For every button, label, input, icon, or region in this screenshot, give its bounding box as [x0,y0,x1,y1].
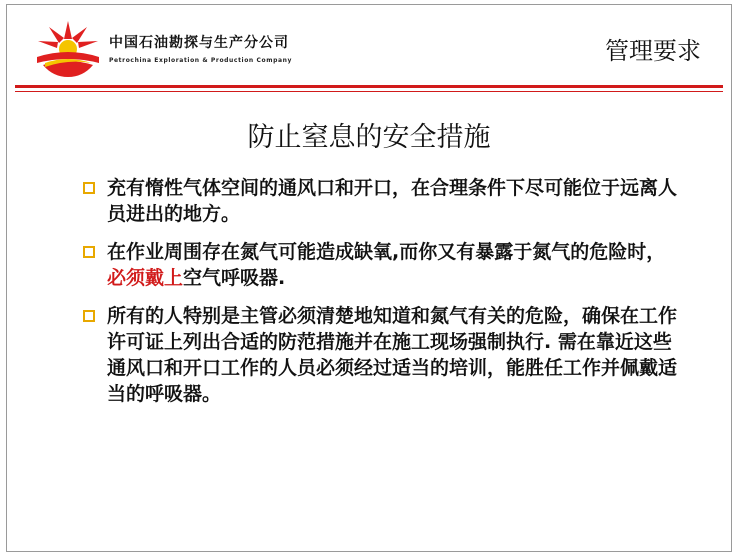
petrochina-logo-icon [33,17,103,79]
header-divider [15,85,723,88]
bullet-item [83,175,683,227]
bullet-text: 所有的人特别是主管必须清楚地知道和氮气有关的危险，确保在工作许可证上列出合适的防范措施并在施工现场强制执行. 需在靠近这些通风口和开口工作的人员必须经过适当的培训，能胜任工作并佩戴适当的呼吸器。 [107,305,678,405]
bullet-highlight: 必须戴上 [107,267,184,289]
bullet-text: 在作业周围存在氮气可能造成缺氧,而你又有暴露于氮气的危险时， [107,241,666,263]
slide [6,4,732,552]
slide-title: 防止窒息的安全措施 [247,122,491,153]
header-divider-thin [15,91,723,92]
bullet-text-tail: 空气呼吸器. [183,267,286,289]
bullet-list [83,175,683,419]
square-bullet-icon [83,246,95,258]
bullet-text: 充有惰性气体空间的通风口和开口，在合理条件下尽可能位于远离人员进出的地方。 [107,177,678,225]
square-bullet-icon [83,310,95,322]
bullet-item [83,303,683,407]
section-label: 管理要求 [605,37,701,65]
company-name-cn: 中国石油勘探与生产分公司 [109,35,289,51]
bullet-item [83,239,683,291]
square-bullet-icon [83,182,95,194]
company-name-en: Petrochina Exploration & Production Company [109,57,293,64]
